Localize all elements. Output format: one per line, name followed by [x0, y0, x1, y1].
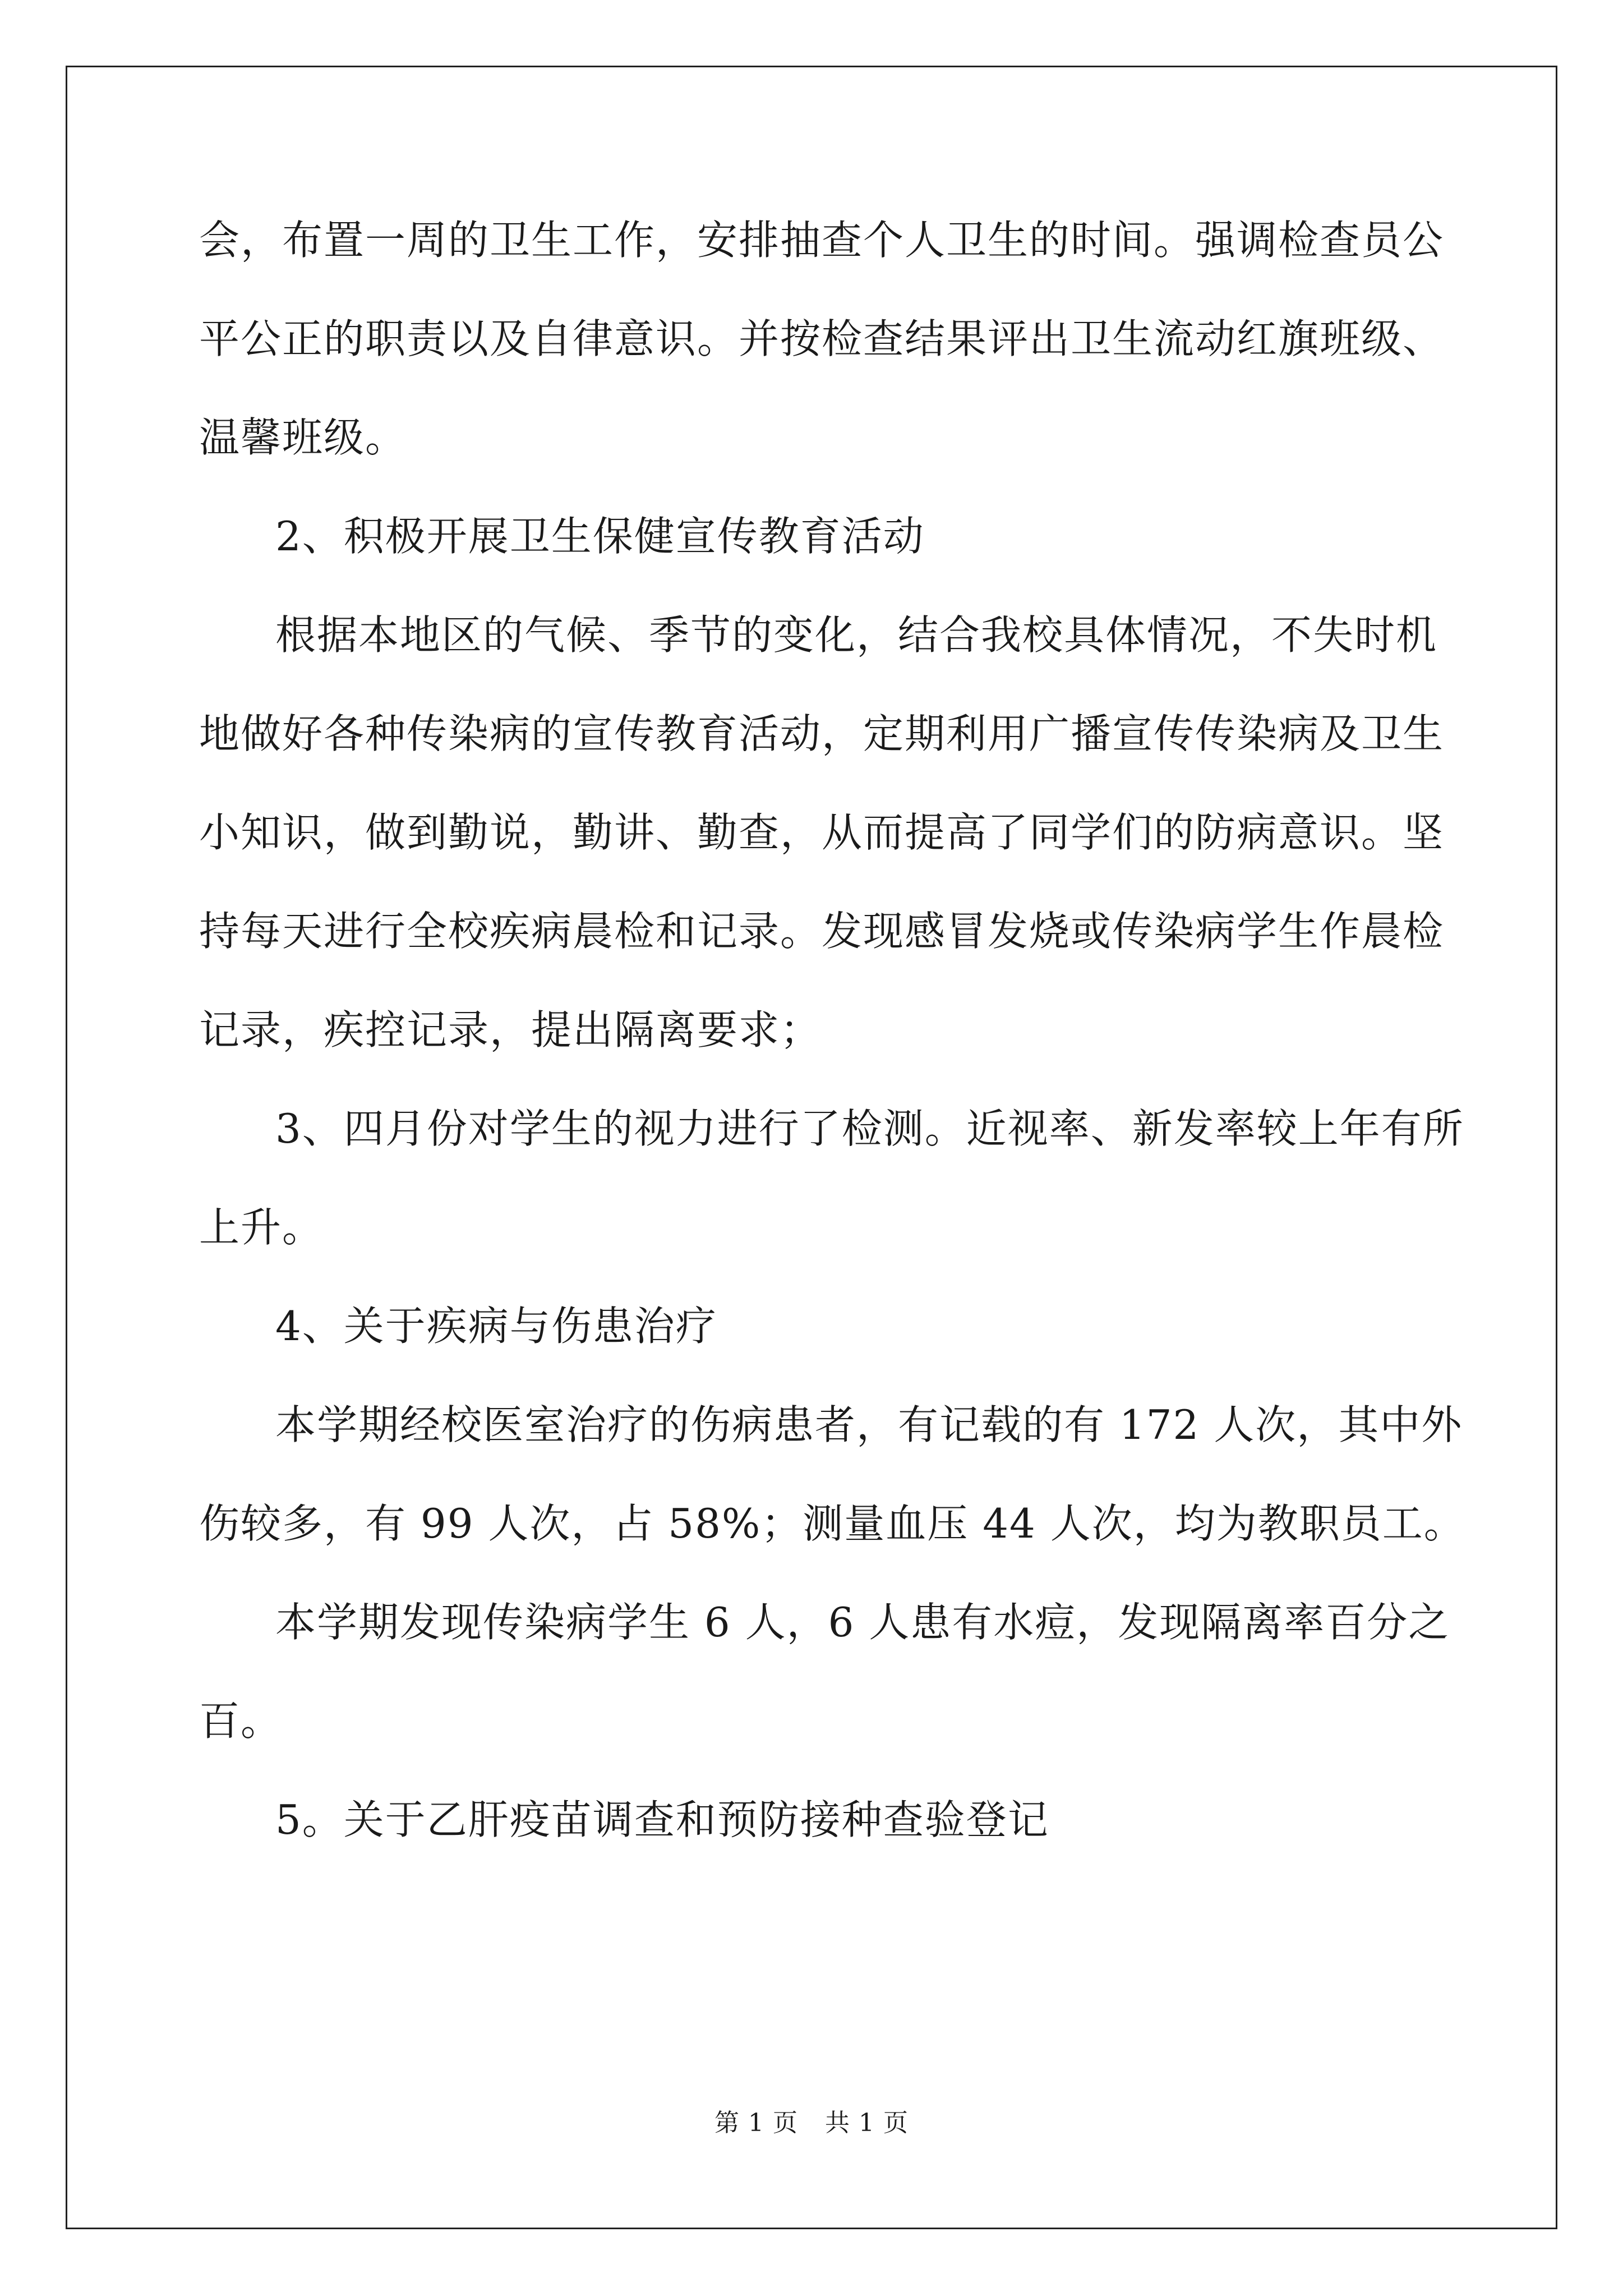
- text-line: 小知识，做到勤说，勤讲、勤查，从而提高了同学们的防病意识。坚: [199, 809, 1445, 856]
- text-line: 记录，疾控记录，提出隔离要求；: [199, 1006, 822, 1053]
- text-line: 本学期经校医室治疗的伤病患者，有记载的有 172 人次，其中外: [275, 1401, 1463, 1448]
- text-line: 温馨班级。: [199, 414, 407, 461]
- text-line: 百。: [199, 1697, 283, 1745]
- section-heading: 5。关于乙肝疫苗调查和预防接种查验登记: [275, 1796, 1049, 1843]
- text-line: 本学期发现传染病学生 6 人，6 人患有水痘，发现隔离率百分之: [275, 1599, 1450, 1646]
- text-line: 伤较多，有 99 人次，占 58%；测量血压 44 人次，均为教职员工。: [199, 1500, 1465, 1547]
- page-total: 共 1 页: [825, 2109, 909, 2137]
- page-footer: [0, 2106, 1623, 2140]
- section-heading: 4、关于疾病与伤患治疗: [275, 1303, 717, 1350]
- text-line: 平公正的职责以及自律意识。并按检查结果评出卫生流动红旗班级、: [199, 315, 1445, 362]
- text-line: 根据本地区的气候、季节的变化，结合我校具体情况，不失时机: [275, 611, 1438, 659]
- page-number: 第 1 页: [714, 2109, 798, 2137]
- text-line: 地做好各种传染病的宣传教育活动，定期利用广播宣传传染病及卫生: [199, 710, 1445, 757]
- section-heading: 2、积极开展卫生保健宣传教育活动: [275, 513, 925, 560]
- text-line: 会，布置一周的卫生工作，安排抽查个人卫生的时间。强调检查员公: [199, 217, 1445, 264]
- text-line: 持每天进行全校疾病晨检和记录。发现感冒发烧或传染病学生作晨检: [199, 908, 1445, 955]
- text-line: 3、四月份对学生的视力进行了检测。近视率、新发率较上年有所: [275, 1105, 1464, 1152]
- text-line: 上升。: [199, 1204, 324, 1251]
